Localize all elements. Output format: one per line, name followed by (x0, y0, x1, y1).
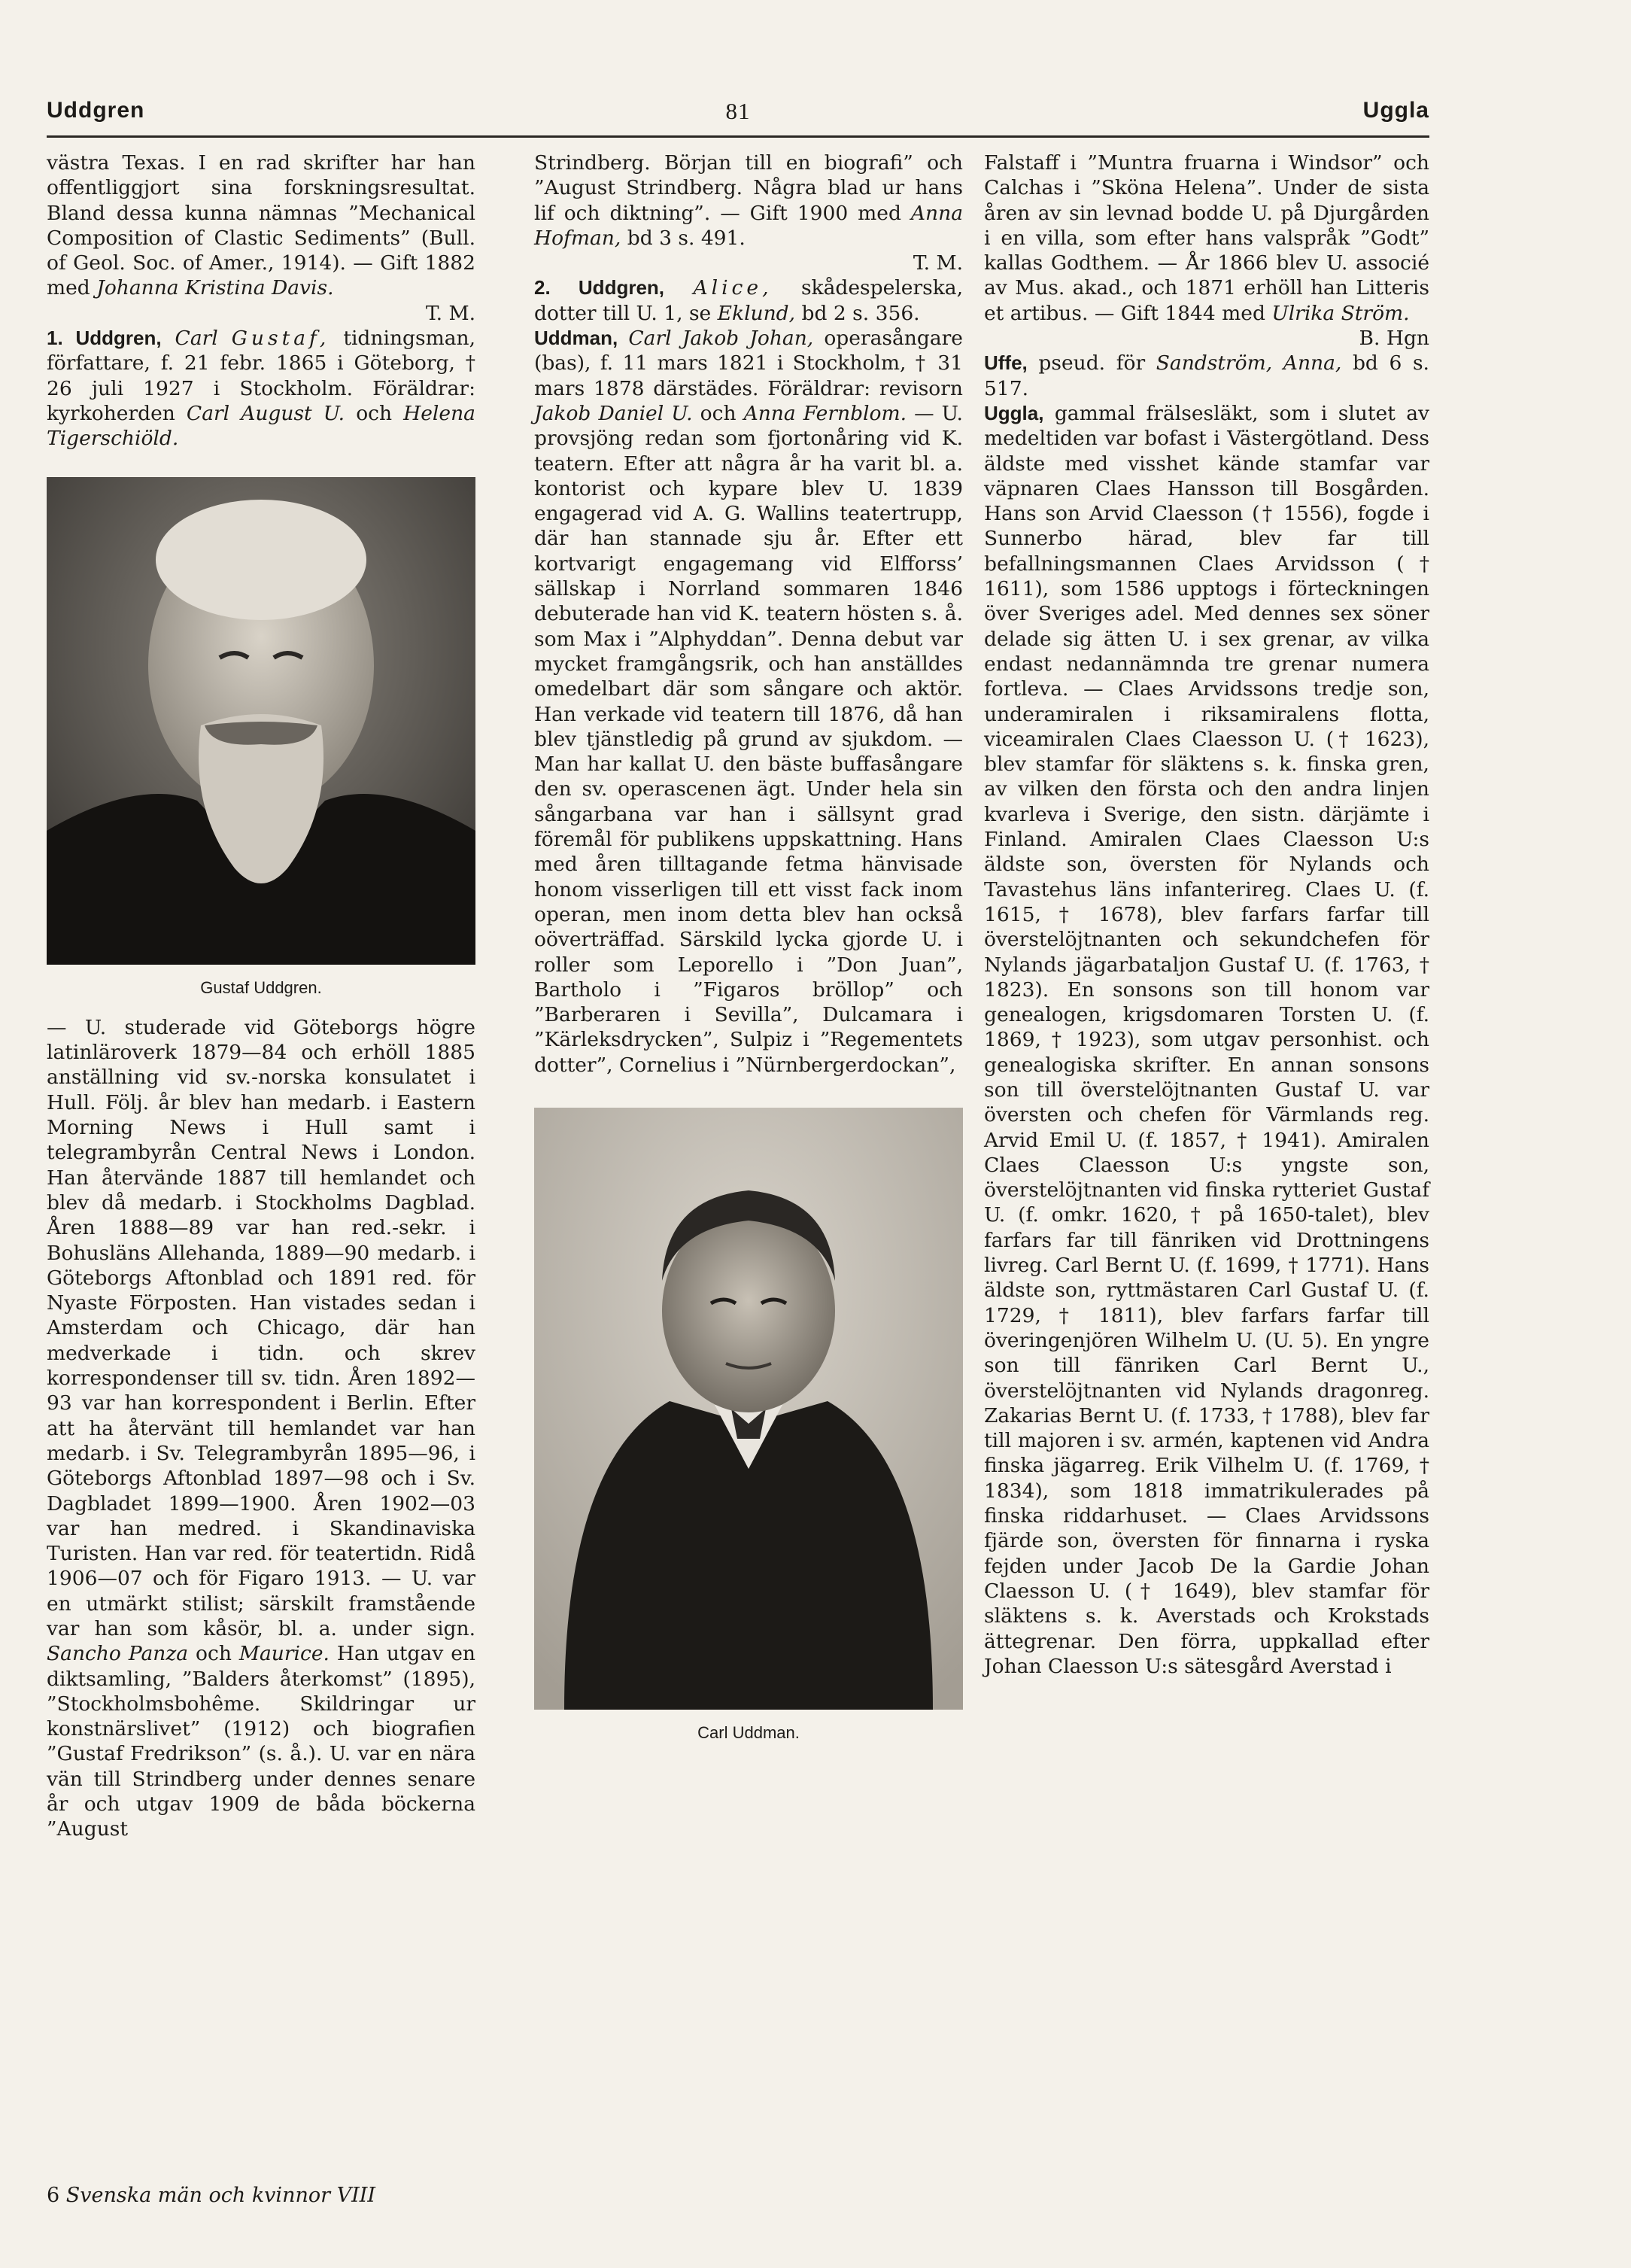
left-column (47, 150, 475, 1842)
reference: bd 2 s. 356. (801, 301, 920, 325)
portrait-image (47, 477, 475, 965)
middle-column (534, 150, 963, 1760)
page-footer (47, 2184, 648, 2207)
photo-caption: Carl Uddman. (697, 1722, 800, 1742)
entry-text: gammal frälsesläkt, som i slutet av medeltiden var bofast i Västergötland. Dess äldste med visshet kände stamfar var väpnaren Claes Hansson till Bosgården. Hans son Arvid Claesson († 1556), fogde i Sunnerbo härad, blev far till befallningsmannen Claes Arvidsson († 1611), som 1586 upptogs i förteckningen över Sveriges adel. Med dennes sex söner delade sig ätten U. i sex grenar, av vilka endast nedannämnda tre grenar numera fortleva. — Claes Arvidssons tredje son, underamiralen i riksamiralens flotta, viceamiralen Claes Claesson U. († 1623), blev stamfar för släktens s. k. finska gren, av vilken den första och den andra linjen kvarleva i Sverige, den sistn. därjämte i Finland. Amiralen Claes Claesson U:s äldste son, översten för Nylands och Tavastehus läns infanterireg. Claes U. (f. 1615, † 1678), blev farfars farfar till överstelöjtnanten och sekundchefen för Nylands jägarbataljon Gustaf U. (f. 1763, † 1823). En sonsons son till honom var genealogen, krigsdomaren Torsten U. (f. 1869, † 1923), som utgav personhist. och genealogiska skrifter. En annan sonsons son till överstelöjtnanten Gustaf U. var översten och chefen för Värmlands reg. Arvid Emil U. (f. 1857, † 1941). Amiralen Claes Claesson U:s yngste son, överstelöjtnanten vid finska rytteriet Gustaf U. (f. omkr. 1620, † på 1650-talet), blev farfars far till fänriken vid Drottningens livreg. Carl Bernt U. (f. 1699, † 1771). Hans äldste son, ryttmästaren Carl Gustaf U. (f. 1729, † 1811), blev farfars farfar till överingenjören Wilhelm U. (U. 5). En yngre son till fänriken Carl Bernt U., överstelöjtnanten vid Nylands dragonreg. Zakarias Bernt U. (f. 1733, † 1788), blev far till majoren i sv. armén, kaptenen vid Andra finska jägarreg. Erik Vilhelm U. (f. 1769, † 1834), som 1818 immatrikulerades på finska riddarhuset. — Claes Arvidssons fjärde son, översten för finnarna i ryska fejden under Jacob De la Gardie Johan Claesson U. († 1649), blev stamfar för släktens s. k. Averstads och Krokstads ättegrenar. Den förra, uppkallad efter Johan Claesson U:s sätesgård Averstad i (984, 401, 1429, 1678)
entry-uddman-carl (534, 326, 963, 1078)
conjunction: och (356, 401, 393, 425)
author-signature: B. Hgn (1359, 327, 1429, 351)
author-signature: T. M. (913, 251, 963, 275)
header-left-word: Uddgren (47, 98, 145, 123)
conjunction: och (196, 1642, 232, 1666)
entry-uddgren-carl-gustaf (47, 326, 475, 451)
entry-body: — U. provsjöng redan som fjortonåring vid K. teatern. Efter att några år ha varit bl. a. kontorist och kypare blev U. 1839 engagerad vid A. G. Wallins teatertrupp, där han stannade sju år. Efter ett kortvarigt engagemang vid Elfforss’ sällskap i Norrland sommaren 1846 debuterade han vid K. teatern hösten s. å. som Max i ”Alphyddan”. Denna debut var mycket framgångsrik, och han anställdes omedelbart där som sångare och aktör. Han verkade vid teatern till 1876, då han blev tjänstledig på grund av sjukdom. — Man har kallat U. den bäste buffasångare den sv. operascenen ägt. Under hela sin sångarbana var han i sällsynt grad föremål för publikens uppskattning. Hans med åren tilltagande fetma hänvisade honom visserligen till ett visst fack inom operan, men inom detta blev han också oöverträffad. Särskild lycka gjorde U. i roller som Leporello i ”Don Juan”, Bartholo i ”Figaros bröllop” och ”Barberaren i Sevilla”, Dulcamara i ”Kärleksdrycken”, Sulpiz i ”Regementets dotter”, Cornelius i ”Nürnbergerdockan”, (534, 401, 963, 1077)
entry-heading: 1. Uddgren, (47, 327, 162, 350)
uddman-continuation-paragraph (984, 150, 1429, 351)
entry-heading: Uffe, (984, 351, 1028, 375)
paragraph-text: Han utgav en diktsamling, ”Balders återkomst” (1895), ”Stockholmsbohême. Skildringar ur konstnärslivet” (1912) och biografien ”Gustaf Fredrikson” (s. å.). U. var en nära vän till Strindberg under dennes senare år och utgav 1909 de båda böckerna ”August (47, 1642, 475, 1841)
pseudonym: Maurice. (238, 1642, 330, 1666)
entry-text: tidningsman, författare, f. 21 febr. 1865 i Göteborg, † 26 juli 1927 i Stockholm. Föräldrar: kyrkoherden (47, 327, 475, 425)
book-title: Svenska män och kvinnor VIII (65, 2184, 376, 2207)
given-name-spaced: Alice, (693, 276, 773, 300)
signature-number: 6 (47, 2184, 60, 2207)
entry-uggla (984, 401, 1429, 1679)
right-column (984, 150, 1429, 1679)
entry-text: operasångare (bas), f. 11 mars 1821 i Stockholm, † 31 mars 1878 därstädes. Föräldrar: revisorn (534, 327, 963, 400)
entry-uddgren-alice (534, 275, 963, 326)
strindberg-paragraph (534, 150, 963, 275)
conjunction: och (700, 401, 737, 425)
author-signature: T. M. (425, 301, 475, 325)
uddgren-biography-paragraph (47, 1015, 475, 1842)
uddgren-intro-paragraph (47, 150, 475, 326)
paragraph-text: Falstaff i ”Muntra fruarna i Windsor” och Calchas i ”Sköna Helena”. Under de sista åren av sin levnad bodde U. på Djurgården i en villa, som efter hans valspråk ”Godt” kallas Godthem. — År 1866 blev U. associé av Mus. akad., och 1871 erhöll han Litteris et artibus. — Gift 1844 med (984, 151, 1429, 325)
given-name: Carl (175, 327, 218, 351)
entry-heading: 2. Uddgren, (534, 276, 665, 299)
cross-reference: Sandström, Anna, (1156, 351, 1342, 375)
portrait-carl-uddman (534, 1108, 963, 1710)
entry-text: pseud. för (1038, 351, 1146, 375)
spouse-name: Anna Hofman, (534, 201, 963, 250)
parent-name: Carl August U. (186, 401, 345, 425)
entry-heading: Uggla, (984, 401, 1044, 424)
given-name: Carl Jakob Johan, (628, 327, 814, 351)
cross-reference: Eklund, (717, 301, 796, 325)
portrait-image (534, 1108, 963, 1710)
paragraph-text: — U. studerade vid Göteborgs högre latinläroverk 1879—84 och erhöll 1885 anställning vid sv.-norska konsulatet i Hull. Följ. år blev han medarb. i Eastern Morning News i Hull samt i telegrambyrån Central News i London. Han återvände 1887 till hemlandet och blev då medarb. i Stockholms Dagblad. Åren 1888—89 var han red.-sekr. i Bohusläns Allehanda, 1889—90 medarb. i Göteborgs Aftonblad och 1891 red. för Nyaste Förposten. Han vistades sedan i Amsterdam och Chicago, där han medverkade i tidn. och skrev korrespondenser till sv. tidn. Åren 1892—93 var han korrespondent i Berlin. Efter att ha återvänt till hemlandet var han medarb. i Sv. Telegrambyrån 1895—96, i Göteborgs Aftonblad 1897—98 och i Sv. Dagbladet 1899—1900. Åren 1902—03 var han medred. i Skandinaviska Turisten. Han var red. för teatertidn. Ridå 1906—07 och för Figaro 1913. — U. var en utmärkt stilist; särskilt framstående var han som kåsör, bl. a. under sign. (47, 1015, 475, 1640)
entry-uffe (984, 351, 1429, 401)
paragraph-text: Strindberg. Början till en biografi” och ”August Strindberg. Några blad ur hans lif och diktning”. — Gift 1900 med (534, 151, 963, 225)
running-header (47, 98, 1429, 134)
header-right-word: Uggla (1362, 98, 1429, 123)
reference: bd 6 s. 517. (984, 351, 1429, 400)
given-name-spaced: Gustaf, (231, 327, 330, 351)
paragraph-text: västra Texas. I en rad skrifter har han offentliggjort sina forskningsresultat. Bland dessa kunna nämnas ”Mechanical Composition of Clastic Sediments” (Bull. of Geol. Soc. of Amer., 1914). — Gift 1882 med (47, 151, 475, 300)
spouse-name: Ulrika Ström. (1271, 301, 1410, 325)
entry-text: skådespelerska, dotter till U. 1, se (534, 276, 963, 325)
reference: bd 3 s. 491. (627, 226, 746, 250)
page-number: 81 (725, 98, 751, 124)
header-rule (47, 135, 1429, 138)
spouse-name: Johanna Kristina Davis. (96, 276, 334, 300)
pseudonym: Sancho Panza (47, 1642, 189, 1666)
photo-caption: Gustaf Uddgren. (200, 977, 322, 997)
parent-name: Jakob Daniel U. (534, 401, 693, 425)
entry-heading: Uddman, (534, 327, 618, 350)
portrait-gustaf-uddgren (47, 477, 475, 965)
parent-name: Anna Fernblom. (743, 401, 907, 425)
parent-name: Helena Tigerschiöld. (47, 401, 475, 451)
